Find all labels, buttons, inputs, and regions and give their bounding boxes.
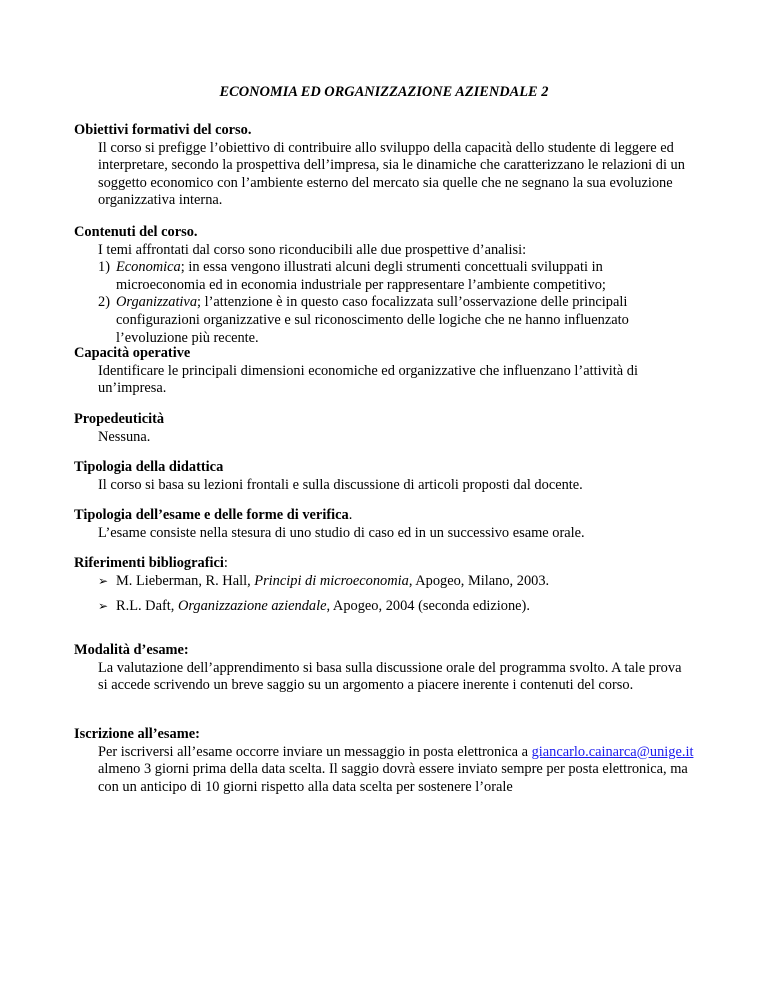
section-text: Nessuna. — [98, 428, 151, 445]
arrow-bullet-icon: ➢ — [98, 573, 109, 588]
list-item — [74, 259, 694, 294]
arrow-bullet-icon: ➢ — [98, 599, 109, 614]
reference-authors: R.L. Daft, — [116, 598, 178, 615]
section-riferimenti — [74, 555, 694, 624]
section-propedeuticita — [74, 411, 694, 446]
section-heading: Propedeuticità — [74, 411, 165, 427]
section-obiettivi — [74, 122, 694, 210]
section-heading: Modalità d’esame: — [74, 642, 189, 658]
document-title: ECONOMIA ED ORGANIZZAZIONE AZIENDALE 2 — [219, 84, 549, 100]
reference-item — [74, 573, 694, 591]
section-text — [74, 744, 694, 797]
section-verifica — [74, 507, 694, 542]
section-text: L’esame consiste nella stesura di uno studio di caso ed in un successivo esame orale. — [98, 524, 585, 541]
section-heading: Capacità operative — [74, 345, 191, 361]
section-heading-line — [74, 555, 694, 573]
section-heading: Tipologia dell’esame e delle forme di verifica — [74, 507, 349, 523]
reference-title: Organizzazione aziendale — [177, 598, 327, 615]
list-text: ; l’attenzione è in questo caso focalizzata sull’osservazione delle principali configurazioni organizzative e sul riconoscimento delle logiche che ne hanno influenzato l’evoluzione più recente. — [116, 294, 629, 346]
section-text: Il corso si basa su lezioni frontali e sulla discussione di articoli proposti dal docente. — [98, 476, 583, 493]
list-item — [74, 294, 694, 347]
list-number: 2) — [98, 294, 110, 311]
text-after-email: almeno 3 giorni prima della data scelta. Il saggio dovrà essere inviato sempre per posta elettronica, ma con un anticipo di 10 giorni rispetto alla data scelta per sostenere l’orale — [98, 761, 688, 795]
section-intro: I temi affrontati dal corso sono riconducibili alle due prospettive d’analisi: — [98, 241, 527, 258]
section-iscrizione — [74, 726, 694, 796]
heading-tail: . — [348, 507, 353, 523]
section-heading: Iscrizione all’esame: — [74, 726, 200, 742]
list-number: 1) — [98, 259, 110, 276]
section-text: La valutazione dell’apprendimento si basa sulla discussione orale del programma svolto. A tale prova si accede scrivendo un breve saggio su un argomento a piacere inerente i contenuti del corso. — [98, 659, 682, 694]
list-term: Economica — [116, 259, 181, 276]
section-heading: Contenuti del corso. — [74, 224, 198, 240]
reference-title: Principi di microeconomia — [254, 572, 409, 589]
heading-tail: : — [223, 555, 228, 571]
list-term: Organizzativa — [116, 294, 198, 311]
reference-item — [74, 598, 694, 616]
section-heading-line — [74, 507, 694, 525]
section-heading: Obiettivi formativi del corso. — [74, 122, 252, 138]
section-modalita — [74, 642, 694, 695]
section-heading: Tipologia della didattica — [74, 459, 224, 475]
section-text: Identificare le principali dimensioni economiche ed organizzative che influenzano l’attività di un’impresa. — [98, 362, 638, 397]
section-contenuti — [74, 224, 694, 347]
section-heading: Riferimenti bibliografici — [74, 555, 224, 571]
text-before-email: Per iscriversi all’esame occorre inviare un messaggio in posta elettronica a — [98, 743, 532, 760]
reference-publisher: , Apogeo, Milano, 2003. — [408, 572, 550, 589]
section-didattica — [74, 459, 694, 494]
section-text: Il corso si prefigge l’obiettivo di contribuire allo sviluppo della capacità dello studente di leggere ed interpretare, secondo la prospettiva dell’impresa, sia le dinamiche che caratterizzano le relazioni di un soggetto economico con l’ambiente esterno del mercato sia quelle che ne segnano la sua evoluzione organizzativa interna. — [98, 139, 685, 209]
section-capacita — [74, 345, 694, 398]
email-link[interactable]: giancarlo.cainarca@unige.it — [531, 743, 694, 760]
reference-publisher: , Apogeo, 2004 (seconda edizione). — [326, 598, 530, 615]
reference-authors: M. Lieberman, R. Hall, — [116, 572, 255, 589]
list-text: ; in essa vengono illustrati alcuni degli strumenti concettuali sviluppati in microeconomia ed in economia industriale per rappresentare l’ambiente competitivo; — [116, 259, 606, 293]
